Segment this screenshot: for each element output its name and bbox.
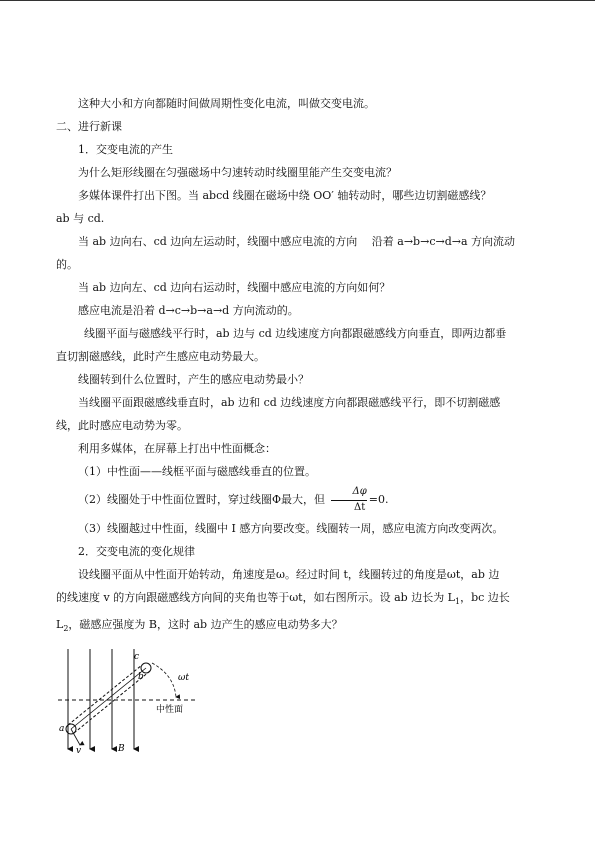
rotation-setup: 设线圈平面从中性面开始转动，角速度是ω。经过时间 t，线圈转过的角度是ωt，ab 边: [78, 568, 500, 581]
rotation-question-l: L: [56, 618, 64, 632]
rotation-question: [56, 613, 544, 640]
label-b: b: [138, 672, 144, 682]
rotation-setup-cont: [56, 586, 544, 613]
subheading-generation: 1．交变电流的产生: [78, 143, 173, 156]
coil-rotation-figure: [56, 645, 206, 755]
subheading-variation: 2．交变电流的变化规律: [78, 545, 195, 558]
label-c: c: [134, 652, 140, 662]
question-why: 为什么矩形线圈在匀强磁场中匀速转动时线圈里能产生交变电流？: [78, 166, 397, 179]
neutral-plane-def-1: （1）中性面——线框平面与磁感线垂直的位置。: [78, 465, 316, 478]
coil-edge-1: [68, 665, 142, 725]
page-top-border: [0, 0, 595, 1]
fraction-numerator: Δφ: [352, 486, 367, 497]
rotation-arc: [152, 663, 176, 697]
answer-ab-cd: ab 与 cd.: [56, 212, 105, 225]
label-v: v: [76, 746, 82, 755]
neutral-plane-def-3: （3）线圈越过中性面，线圈中 I 感方向要改变。线圈转一周，感应电流方向改变两次。: [78, 522, 504, 535]
neutral-plane-def-2-tail: =0.: [368, 493, 389, 506]
subscript-1: 1: [455, 597, 461, 607]
label-a: a: [59, 724, 65, 734]
question-direction-2: 当 ab 边向左、cd 边向右运动时，线圈中感应电流的方向如何？: [78, 281, 391, 294]
label-omega-t: ωt: [178, 673, 189, 683]
fraction-denominator: Δt: [331, 500, 367, 514]
rotation-question-text: ，磁感应强度为 B，这时 ab 边产生的感应电动势多大？: [68, 618, 343, 632]
answer-direction-2: 感应电流是沿着 d→c→b→a→d 方向流动的。: [78, 304, 299, 317]
multimedia-question: 多媒体课件打出下图。当 abcd 线圈在磁场中绕 OO′ 轴转动时，哪些边切割磁感线？: [78, 189, 492, 202]
perpendicular-plane-text: 当线圈平面跟磁感线垂直时，ab 边和 cd 边线速度方向都跟磁感线平行，即不切割磁感: [78, 396, 501, 409]
label-neutral-plane: 中性面: [156, 705, 184, 715]
subscript-2: 2: [63, 624, 69, 634]
rotation-setup-cont-text: 的线速度 v 的方向跟磁感线方向间的夹角也等于ωt，如右图所示。设 ab 边长为 L: [56, 591, 455, 604]
parallel-plane-text: 线圈平面与磁感线平行时，ab 边与 cd 边线速度方向都跟磁感线方向垂直，即两边都垂: [84, 327, 507, 340]
label-B: B: [118, 744, 125, 754]
document-body: [56, 92, 544, 640]
neutral-plane-def-2: [56, 483, 544, 517]
current-direction-1: 当 ab 边向右、cd 边向左运动时，线圈中感应电流的方向 沿着 a→b→c→d→a 方向流动: [78, 235, 516, 248]
flux-change-fraction: [331, 486, 367, 514]
parallel-plane-text-cont: 直切割磁感线，此时产生感应电动势最大。: [56, 350, 265, 363]
rotation-setup-cont-tail: ，bc 边长: [460, 591, 510, 604]
current-direction-1-cont: 的。: [56, 258, 78, 271]
question-min-emf: 线圈转到什么位置时，产生的感应电动势最小？: [78, 373, 309, 386]
coil-axis: [71, 668, 146, 729]
paragraph-definition: 这种大小和方向都随时间做周期性变化电流，叫做交变电流。: [78, 97, 375, 110]
section-heading: 二、进行新课: [56, 120, 122, 133]
perpendicular-plane-text-cont: 线，此时感应电动势为零。: [56, 419, 188, 432]
neutral-plane-intro: 利用多媒体，在屏幕上打出中性面概念：: [78, 442, 276, 455]
neutral-plane-def-2-text: （2）线圈处于中性面位置时，穿过线圈Φ最大，但: [78, 493, 326, 506]
